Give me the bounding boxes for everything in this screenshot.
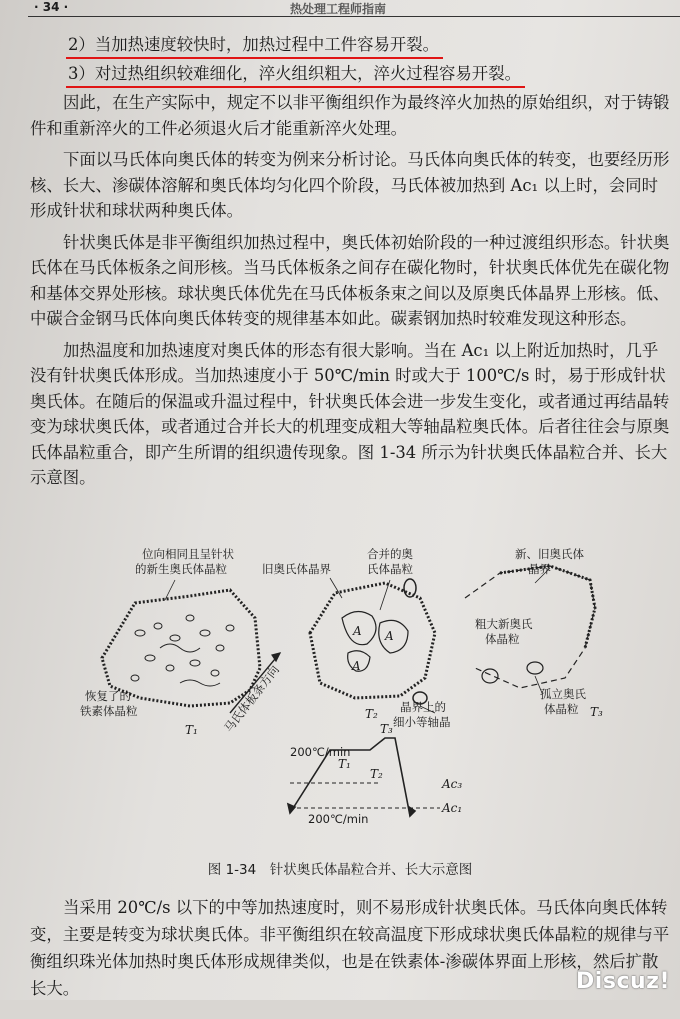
- highlighted-item-2: 2）当加热速度较快时，加热过程中工件容易开裂。: [66, 33, 443, 59]
- label-old-gb: 旧奥氏体晶界: [262, 562, 331, 576]
- label-same-orient-1: 位向相同且呈针状: [142, 547, 234, 561]
- label-a-2: A: [385, 629, 394, 643]
- label-merged-2: 氏体晶粒: [367, 562, 413, 576]
- running-title: 热处理工程师指南: [290, 2, 387, 16]
- label-ac3: Ac₃: [442, 777, 463, 791]
- label-rate-down: 200℃/min: [308, 812, 369, 826]
- figure-caption: 图 1-34 针状奥氏体晶粒合并、长大示意图: [207, 862, 473, 878]
- figure-1-34: [80, 538, 680, 888]
- label-t3-grain: T₃: [590, 705, 603, 719]
- label-coarse-1: 粗大新奥氏: [475, 617, 533, 631]
- paragraph-1: 因此，在生产实际中，规定不以非平衡组织作为最终淬火加热的原始组织，对于铸锻件和重新淬火的工件必须退火后才能重新淬火处理。: [30, 93, 670, 138]
- main-text: [30, 32, 670, 491]
- label-fine-2: 细小等轴晶: [393, 715, 451, 729]
- label-ferrite-2: 铁素体晶粒: [80, 704, 138, 718]
- label-coarse-2: 体晶粒: [485, 632, 520, 646]
- page-number: · 34 ·: [34, 0, 69, 14]
- label-rate-up: 200℃/min: [290, 745, 351, 759]
- paragraph-2: 下面以马氏体向奥氏体的转变为例来分析讨论。马氏体向奥氏体的转变，也要经历形核、长大、渗碳体溶解和奥氏体均匀化四个阶段，马氏体被加热到 Ac₁ 以上时，会同时形成针状和球状两种奥氏体。: [30, 150, 670, 220]
- page-header: [0, 0, 680, 18]
- lath-direction-arrowhead: [272, 653, 280, 661]
- label-ferrite-1: 恢复了的: [85, 689, 131, 703]
- highlighted-item-3: 3）对过热组织较难细化，淬火组织粗大，淬火过程容易开裂。: [66, 62, 525, 88]
- figure-diagram: [80, 538, 680, 858]
- label-t2-curve: T₂: [370, 767, 383, 781]
- isolated-grain-1: [527, 662, 543, 674]
- label-same-orient-2: 的新生奥氏体晶粒: [135, 562, 227, 576]
- label-t3-curve: T₃: [380, 722, 393, 736]
- needle-austenite-t1: [131, 615, 234, 686]
- main-text-continued: [30, 878, 670, 1019]
- label-t1-grain: T₁: [185, 723, 198, 737]
- grain-t2-boundary: [310, 583, 435, 698]
- label-merged-1: 合并的奥: [367, 547, 413, 561]
- paragraph-3: 针状奥氏体是非平衡组织加热过程中，奥氏体初始阶段的一种过渡组织形态。针状奥氏体在马氏体板条之间形核。当马氏体板条之间存在碳化物时，针状奥氏体优先在碳化物和基体交界处形核。球状奥氏体优先在马氏体板条束之间以及原奥氏体晶界上形核。低、中碳合金钢马氏体向奥氏体转变的规律基本如此。碳素钢加热时较难发现这种形态。: [30, 232, 670, 328]
- label-t1-curve: T₁: [338, 757, 351, 771]
- paragraph-4: 加热温度和加热速度对奥氏体的形态有很大影响。当在 Ac₁ 以上附近加热时，几乎没有针状奥氏体形成。当加热速度小于 50℃/min 时或大于 100℃/s 时，易于形成针状奥氏体。在随后的保温或升温过程中，针状奥氏体会进一步发生变化，或者通过再结晶转变为球状奥氏体，或者通过合并长大的机理变成粗大等轴晶粒奥氏体。后者往往会与原奥氏体晶粒重合，即产生所谓的组织遗传现象。图 1-34 所示为针状奥氏体晶粒合并、长大示意图。: [30, 340, 670, 487]
- label-isolated-1: 孤立奥氏: [540, 687, 586, 701]
- label-isolated-2: 体晶粒: [544, 702, 579, 716]
- paragraph-5: 当采用 20℃/s 以下的中等加热速度时，则不易形成针状奥氏体。马氏体向奥氏体转变，主要是转变为球状奥氏体。非平衡组织在较高温度下形成球状奥氏体晶粒的规律与平衡组织珠光体加热时奥氏体形成规律类似，也是在铁素体-渗碳体界面上形核，然后扩散长大。: [30, 898, 670, 999]
- label-t2-grain: T₂: [365, 707, 378, 721]
- label-lath-direction: 马氏体板条方向: [221, 662, 282, 735]
- label-a-3: A: [352, 659, 361, 673]
- label-a-1: A: [353, 624, 362, 638]
- label-fine-1: 晶界上的: [400, 700, 446, 714]
- watermark-logo: Discuz!: [576, 969, 670, 994]
- label-ac1: Ac₁: [442, 801, 463, 815]
- label-newold-1: 新、旧奥氏体: [515, 547, 584, 561]
- isolated-grain-2: [482, 669, 498, 683]
- header-rule: [28, 16, 680, 17]
- label-newold-2: 晶界: [528, 562, 551, 576]
